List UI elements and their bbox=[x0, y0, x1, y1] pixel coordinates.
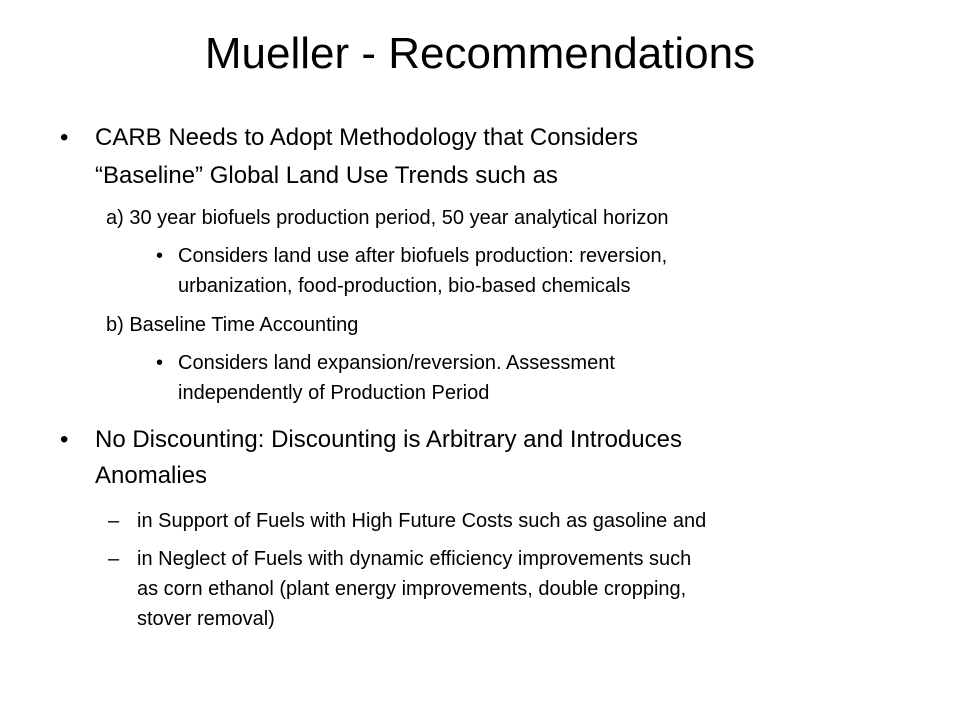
dash-item-2-line-2: as corn ethanol (plant energy improvements, double cropping, bbox=[137, 578, 687, 600]
dash-item-1: in Support of Fuels with High Future Costs such as gasoline and bbox=[137, 510, 707, 532]
bullet-marker: • bbox=[60, 426, 69, 453]
sub-item-a-detail-line-1: Considers land use after biofuels production: reversion, bbox=[178, 245, 668, 267]
bullet-2-line-1: No Discounting: Discounting is Arbitrary and Introduces bbox=[95, 426, 682, 453]
bullet-2-line-2: Anomalies bbox=[95, 462, 208, 489]
slide-title: Mueller - Recommendations bbox=[204, 29, 756, 78]
bullet-marker: • bbox=[60, 124, 69, 151]
sub-item-b-detail-line-2: independently of Production Period bbox=[178, 382, 490, 404]
sub-item-b-detail-line-1: Considers land expansion/reversion. Assessment bbox=[178, 352, 615, 374]
dash-marker: – bbox=[108, 548, 120, 570]
sub-item-a: a) 30 year biofuels production period, 50 year analytical horizon bbox=[106, 207, 669, 229]
dash-marker: – bbox=[108, 510, 120, 532]
sub-item-b: b) Baseline Time Accounting bbox=[106, 314, 359, 336]
sub-bullet-marker: • bbox=[156, 245, 164, 267]
sub-bullet-marker: • bbox=[156, 352, 164, 374]
dash-item-2-line-3: stover removal) bbox=[137, 608, 275, 630]
sub-item-a-detail-line-2: urbanization, food-production, bio-based chemicals bbox=[178, 275, 631, 297]
bullet-1-line-2: “Baseline” Global Land Use Trends such as bbox=[95, 162, 558, 189]
bullet-1-line-1: CARB Needs to Adopt Methodology that Considers bbox=[95, 124, 638, 151]
dash-item-2-line-1: in Neglect of Fuels with dynamic efficiency improvements such bbox=[137, 548, 692, 570]
